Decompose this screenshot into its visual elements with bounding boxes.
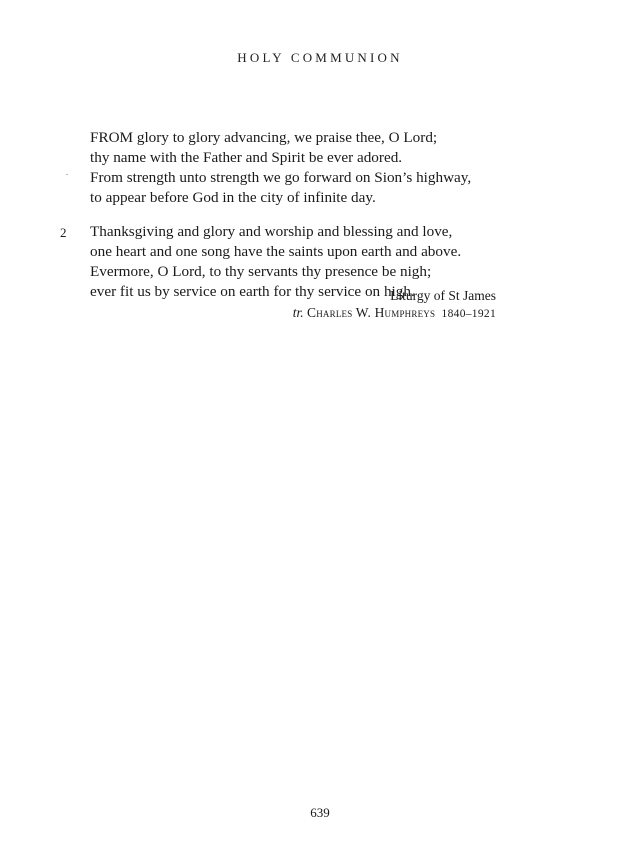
verse-line: thy name with the Father and Spirit be ever adored. (90, 149, 403, 166)
verse-line: to appear before God in the city of infinite day. (90, 189, 376, 206)
hymn-text (60, 128, 520, 302)
verse-number: 2 (60, 225, 67, 240)
translator-dates: 1840–1921 (441, 308, 496, 320)
translator-credit (60, 304, 496, 323)
translator-prefix: tr. (292, 305, 304, 320)
verse-line: From strength unto strength we go forward on Sion’s highway, (90, 169, 472, 186)
verse-line: ever fit us by service on earth for thy service on high. (90, 283, 415, 300)
verse-line: one heart and one song have the saints upon earth and above. (90, 243, 462, 260)
translator-name: Charles W. Humphreys (307, 305, 436, 320)
attribution (60, 287, 496, 323)
verse-line: Evermore, O Lord, to thy servants thy presence be nigh; (90, 263, 432, 280)
running-title: HOLY COMMUNION (237, 50, 403, 65)
verse-1 (60, 128, 520, 208)
verse-line: Thanksgiving and glory and worship and blessing and love, (90, 223, 453, 240)
source-credit: Liturgy of St James (390, 288, 496, 303)
page-number: 639 (310, 805, 330, 820)
verse-line: FROM glory to glory advancing, we praise thee, O Lord; (90, 129, 438, 146)
